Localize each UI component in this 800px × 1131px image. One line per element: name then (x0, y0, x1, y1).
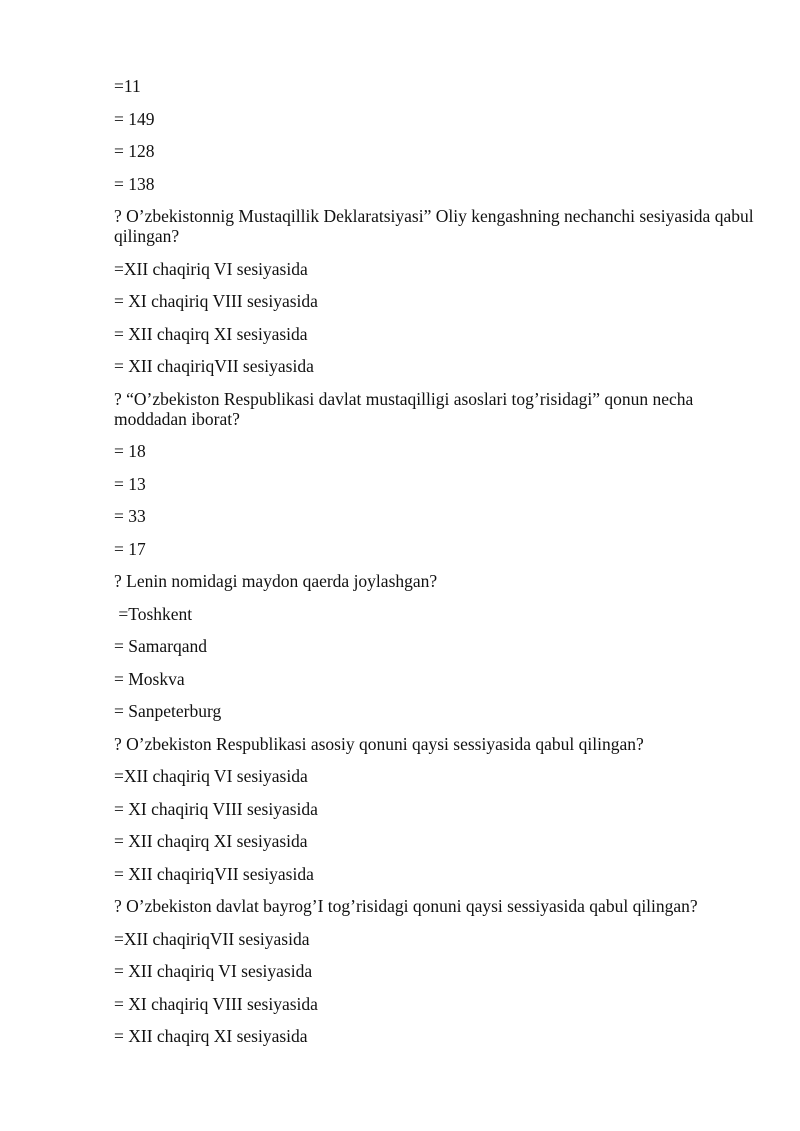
answer-line: = XII chaqiriq VI sesiyasida (114, 961, 313, 981)
answer-line: = XI chaqiriq VIII sesiyasida (114, 798, 318, 819)
answer-line: =11 (114, 76, 141, 96)
answer-line: = XII chaqiriqVII sesiyasida (114, 863, 314, 884)
answer-line: = XII chaqirq XI sesiyasida (114, 323, 308, 344)
document-body (114, 76, 758, 1059)
answer-line: =Toshkent (114, 603, 193, 624)
answer-line: = Samarqand (114, 636, 207, 656)
answer-line: = 18 (114, 441, 146, 461)
answer-line: = XII chaqirq XI sesiyasida (114, 831, 308, 851)
question-line: ? O’zbekiston Respublikasi asosiy qonuni qaysi sessiyasida qabul qilingan? (114, 733, 644, 754)
answer-line: =XII chaqiriq VI sesiyasida (114, 766, 308, 786)
question-line: ? O’zbekistonnig Mustaqillik Deklaratsiyasi” Oliy kengashning nechanchi sesiyasida qabul qilingan? (114, 206, 758, 246)
answer-line: = XI chaqiriq VIII sesiyasida (114, 993, 318, 1014)
question-line: ? Lenin nomidagi maydon qaerda joylashgan? (114, 571, 438, 591)
answer-line: = XII chaqirq XI sesiyasida (114, 1026, 308, 1046)
answer-line: = 138 (114, 173, 155, 194)
answer-line: = 128 (114, 141, 155, 161)
answer-line: = 17 (114, 538, 146, 559)
answer-line: = 149 (114, 108, 155, 129)
answer-line: = XII chaqiriqVII sesiyasida (114, 356, 314, 376)
answer-line: = XI chaqiriq VIII sesiyasida (114, 291, 318, 311)
answer-line: =XII chaqiriqVII sesiyasida (114, 928, 310, 949)
question-line: ? O’zbekiston davlat bayrog’I tog’risidagi qonuni qaysi sessiyasida qabul qilingan? (114, 896, 698, 916)
answer-line: = 13 (114, 473, 146, 494)
answer-line: = Sanpeterburg (114, 701, 222, 721)
answer-line: = 33 (114, 506, 146, 526)
question-line: ? “O’zbekiston Respublikasi davlat mustaqilligi asoslari tog’risidagi” qonun necha moddadan iborat? (114, 388, 698, 429)
answer-line: = Moskva (114, 668, 185, 689)
answer-line: =XII chaqiriq VI sesiyasida (114, 258, 308, 279)
